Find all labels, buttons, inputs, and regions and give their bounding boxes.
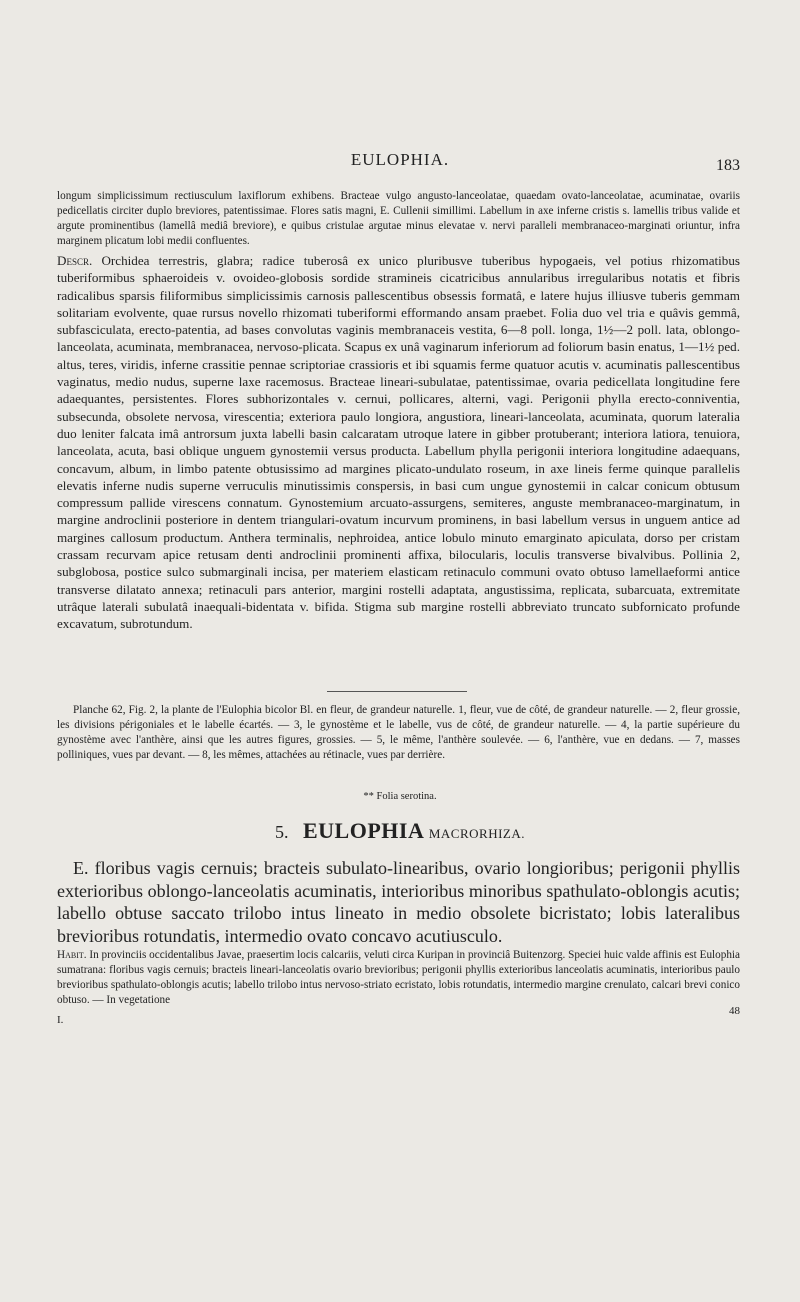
page-number: 183 [716,157,740,174]
species-heading [0,818,800,844]
habit-label: Habit. [57,949,87,961]
habit-paragraph [57,948,740,1008]
signature-right: 48 [729,1005,740,1017]
section-rule [327,691,467,692]
diagnosis-paragraph: E. floribus vagis cernuis; bracteis subulato-linearibus, ovario longioribus; perigonii phyllis exterioribus oblongo-lanceolatis acuminatis, interioribus minoribus spathulato-oblongis acutis; labello obtuse saccato trilobo intus lineato in medio obsolete bicristato; lobis lateralibus brevioribus rotundatis, intermedio ovato concavo acutiusculo. [57,858,740,946]
species-epithet: MACRORHIZA. [428,826,525,841]
habit-text: In provinciis occidentalibus Javae, praesertim locis calcariis, veluti circa Kuripan in provinciâ Buitenzorg. Speciei huic valde affinis est Eulophia sumatrana: floribus vagis cernuis; bracteis lineari-lanceolatis ovario brevioribus; perigonii phyllis exterioribus lanceolatis acuminatis, interioribus paulo brevioribus spathulato-oblongis acutis; labello trilobo intus nervoso-striato ecristato, lobis rotundatis, intermedio margine crenulato, calcari brevi conico obtuso. — In vegetatione [57,949,740,1006]
descr-label: Descr. [57,253,93,268]
species-number: 5. [274,822,289,842]
signature-left: I. [57,1014,64,1026]
running-title: EULOPHIA. [350,150,450,169]
running-head [0,150,800,174]
descr-text: Orchidea terrestris, glabra; radice tuberosâ ex unico pluribusve tuberibus hypogaeis, vel potius rhizomatibus tuberiformibus sphaeroideis v. ovoideo-globosis sordide stramineis cicatricibus annularibus irregularibus notatis et fibris radicalibus sparsis filiformibus simplicissimis carnosis pallescentibus obsessis formatâ, e latere hujus illiusve tuberis gemmam solitariam evolvente, quae rursus novello rhizomati tuberiformi efformando ansam praebet. Folia duo vel tria e quâvis gemmâ, subfasciculata, erecto-patentia, ad bases convolutas vaginis membranaceis vestita, 6—8 poll. longa, 1½—2 poll. lata, oblongo-lanceolata, acuminata, membranacea, nervoso-plicata. Scapus ex unâ vaginarum inferiorum ad foliorum basin enatus, 1—1½ ped. altus, teres, viridis, inferne crassitie pennae scriptoriae crassioris et ibi squamis ferme quatuor acutis v. acuminatis pallescentibus vaginatus, medio nudus, superne laxe racemosus. Bracteae lineari-subulatae, patentissimae, ovaria pedicellata longitudine fere adaequantes, persistentes. Flores subhorizontales v. cernui, pollicares, alterni, vagi. Perigonii phylla erecto-conniventia, subsecunda, obsolete nervosa, virescentia; exteriora paulo longiora, angustiora, lineari-lanceolata, acuminata, quorum lateralia duo leniter falcata imâ antrorsum juxta labelli basin calcaratam utroque latere in gibber protuberant; interiora latiora, tenuiora, lanceolata, acuta, basi oblique unguem gynostemii versus producta. Labellum phylla perigonii interiora longitudine adaequans, concavum, album, in limbo patente obtusissimo ad margines plicato-undulato roseum, in axe lineis ferme quinque parallelis elevatis inferne nudis superne verruculis minutissimis conspersis, in basi cum ungue gynostemii in calcar conicum obtusum compressum pallide virescens connatum. Gynostemium arcuato-assurgens, semiteres, anguste membranaceo-marginatum, in margine androclinii posteriore in dentem triangulari-ovatum incurvum prominens, in basi labellum versus in unguem antice ad margines callosum productum. Anthera terminalis, nephroidea, antice lobulo minuto emarginato apiculata, dorso per cristam crassam recurvam apice retusam denti androclinii prominenti affixa, bilocularis, loculis transverse bivalvibus. Pollinia 2, subglobosa, postice sulco submarginali incisa, per materiem elasticam retinaculo communi ovato obtuso lamellaeformi antice transverse dilatato annexa; retinaculi pars anterior, margini rostelli adaptata, angustissima, replicata, subarcuata, extremitate utrâque laterali subulatâ inaequali-bidentata v. bifida. Stigma sub margine rostelli abbreviato truncato subfornicato profunde excavatum, subrotundum. [57,253,740,632]
section-divider: ** Folia serotina. [363,791,437,802]
plate-legend: Planche 62, Fig. 2, la plante de l'Eulophia bicolor Bl. en fleur, de grandeur naturelle. 1, fleur, vue de côté, de grandeur naturelle. — 2, fleur grossie, les divisions périgoniales et le labelle écartés. — 3, le gynostème et le labelle, vus de côté, de grandeur naturelle. — 4, la partie supérieure du gynostème avec l'anthère, ainsi que les autres figures, grossies. — 5, le même, l'anthère soulevée. — 6, l'anthère, vue en dedans. — 7, masses polliniques, vues par devant. — 8, les mêmes, attachées au rétinacle, vues par derrière. [57,704,740,761]
description-paragraph [57,252,740,633]
intro-paragraph: longum simplicissimum rectiusculum laxiflorum exhibens. Bracteae vulgo angusto-lanceolatae, quaedam ovato-lanceolatae, acuminatae, ovariis pedicellatis circiter duplo breviores, patentissimae. Flores satis magni, E. Cullenii simillimi. Labellum in axe inferne cristis s. lamellis tribus valide et argute prominentibus (lamellâ mediâ breviore), e quibus cristulae argutae minus elevatae v. nervi paralleli membranaceo-marginati oriuntur, infra marginem plicatum lobi medii confluentes. [57,190,740,247]
species-genus: EULOPHIA [302,818,425,843]
